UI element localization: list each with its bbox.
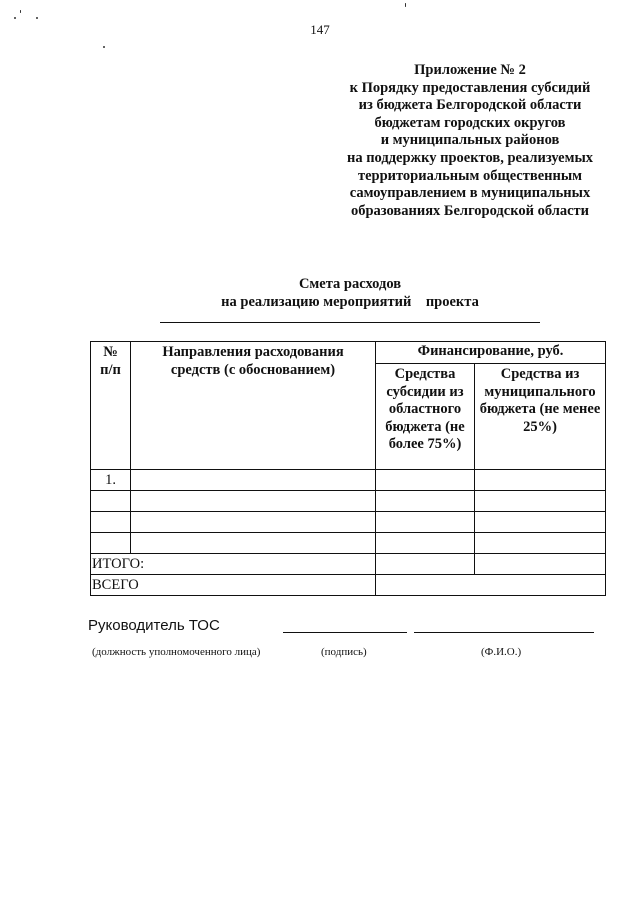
row-direction[interactable] — [131, 491, 376, 512]
scan-speck — [20, 10, 21, 13]
appendix-line: из бюджета Белгородской области — [358, 97, 582, 114]
row-number[interactable] — [91, 491, 131, 512]
row-direction[interactable] — [131, 512, 376, 533]
estimate-heading — [150, 276, 550, 311]
scan-speck — [405, 3, 406, 7]
row-municipal[interactable] — [475, 533, 606, 554]
header-number: № п/п — [91, 342, 131, 470]
appendix-line: территориальным общественным — [357, 167, 583, 184]
total-row — [91, 575, 606, 596]
subtotal-municipal[interactable] — [475, 554, 606, 575]
header-financing: Финансирование, руб. — [376, 342, 606, 364]
caption-signature: (подпись) — [321, 646, 367, 658]
total-value[interactable] — [376, 575, 606, 596]
row-number[interactable] — [91, 533, 131, 554]
row-regional[interactable] — [376, 470, 475, 491]
table-row — [91, 491, 606, 512]
row-municipal[interactable] — [475, 512, 606, 533]
caption-name: (Ф.И.О.) — [481, 646, 522, 658]
row-regional[interactable] — [376, 533, 475, 554]
row-regional[interactable] — [376, 491, 475, 512]
appendix-line: бюджетам городских округов — [374, 114, 566, 131]
subtotal-label: ИТОГО: — [91, 554, 376, 575]
scan-speck — [103, 46, 105, 48]
estimate-title: Смета расходов — [298, 276, 402, 292]
row-direction[interactable] — [131, 533, 376, 554]
table-row — [91, 470, 606, 491]
header-direction: Направления расходования средств (с обоснованием) — [131, 342, 376, 470]
appendix-line: Приложение № 2 — [414, 62, 526, 78]
total-label: ВСЕГО — [91, 575, 376, 596]
table-row — [91, 533, 606, 554]
subtotal-regional[interactable] — [376, 554, 475, 575]
row-direction[interactable] — [131, 470, 376, 491]
header-municipal-funds: Средства из муниципального бюджета (не менее 25%) — [475, 364, 606, 470]
caption-position: (должность уполномоченного лица) — [92, 646, 261, 658]
row-number[interactable] — [91, 512, 131, 533]
name-line[interactable] — [414, 632, 594, 633]
appendix-line: и муниципальных районов — [380, 132, 560, 149]
signature-label: Руководитель ТОС — [88, 617, 220, 634]
scan-speck — [14, 17, 16, 19]
row-municipal[interactable] — [475, 470, 606, 491]
estimate-subtitle: на реализацию мероприятий проекта — [221, 293, 479, 310]
page-number: 147 — [310, 22, 330, 37]
appendix-line: самоуправлением в муниципальных — [349, 185, 591, 202]
row-number[interactable]: 1. — [91, 470, 131, 491]
row-regional[interactable] — [376, 512, 475, 533]
scan-speck — [36, 17, 38, 19]
row-municipal[interactable] — [475, 491, 606, 512]
table-row — [91, 512, 606, 533]
appendix-line: образованиях Белгородской области — [350, 202, 590, 219]
appendix-header — [330, 62, 610, 220]
appendix-line: к Порядку предоставления субсидий — [349, 79, 591, 96]
header-regional-funds: Средства субсидии из областного бюджета (не более 75%) — [376, 364, 475, 470]
budget-table — [90, 341, 606, 596]
subtotal-row — [91, 554, 606, 575]
project-name-line — [160, 322, 540, 323]
appendix-line: на поддержку проектов, реализуемых — [346, 149, 594, 166]
signature-line[interactable] — [283, 632, 407, 633]
